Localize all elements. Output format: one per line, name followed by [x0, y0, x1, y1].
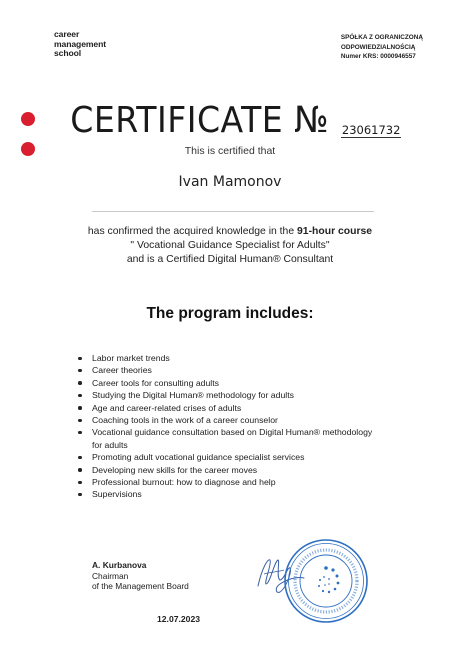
- company-line-1: SPÓŁKA Z OGRANICZONĄ: [340, 34, 423, 41]
- signer-name: A. Kurbanova: [92, 560, 147, 570]
- list-item: Career theories: [78, 364, 378, 376]
- recipient-name: Ivan Mamonov: [178, 174, 282, 190]
- list-item: Studying the Digital Human® methodology for adults: [78, 389, 378, 401]
- signer-block: [92, 560, 189, 592]
- program-heading: The program includes:: [146, 305, 314, 322]
- company-info: [341, 33, 423, 62]
- signer-role-1: Chairman: [92, 570, 129, 581]
- list-item: Age and career-related crises of adults: [78, 402, 378, 414]
- statement-prefix: has confirmed the acquired knowledge in the: [87, 226, 298, 237]
- company-seal-icon: [283, 538, 369, 624]
- list-item: Labor market trends: [78, 352, 378, 364]
- list-item: Professional burnout: how to diagnose and help: [78, 476, 378, 488]
- consultant-line: and is a Certified Digital Human® Consultant: [126, 254, 334, 265]
- list-item: Supervisions: [78, 488, 378, 500]
- logo-line-2: management: [54, 38, 107, 49]
- issue-date: 12.07.2023: [157, 614, 201, 624]
- company-krs: Numer KRS: 0000946557: [340, 53, 416, 61]
- logo-line-1: career: [54, 29, 80, 39]
- logo-line-3: school: [54, 48, 82, 59]
- certificate-title: CERTIFICATE №: [69, 100, 329, 141]
- statement: [0, 225, 460, 267]
- program-list: [78, 352, 378, 501]
- name-underline: [92, 211, 374, 212]
- certified-text: This is certified that: [184, 145, 276, 157]
- list-item: Coaching tools in the work of a career counselor: [78, 414, 378, 426]
- list-item: Vocational guidance consultation based on Digital Human® methodology for adults: [78, 426, 378, 451]
- course-hours: 91-hour course: [297, 226, 373, 237]
- list-item: Promoting adult vocational guidance specialist services: [78, 451, 378, 463]
- list-item: Career tools for consulting adults: [78, 377, 378, 389]
- company-line-2: ODPOWIEDZIALNOŚCIĄ: [340, 43, 416, 51]
- signer-role-2: of the Management Board: [92, 581, 189, 592]
- certificate-number: 23061732: [341, 123, 401, 137]
- list-item: Developing new skills for the career moves: [78, 464, 378, 476]
- certificate-title-row: [0, 100, 460, 141]
- statement-line-1: [0, 225, 460, 239]
- school-logo: [54, 30, 106, 59]
- course-name: " Vocational Guidance Specialist for Adults": [130, 240, 330, 251]
